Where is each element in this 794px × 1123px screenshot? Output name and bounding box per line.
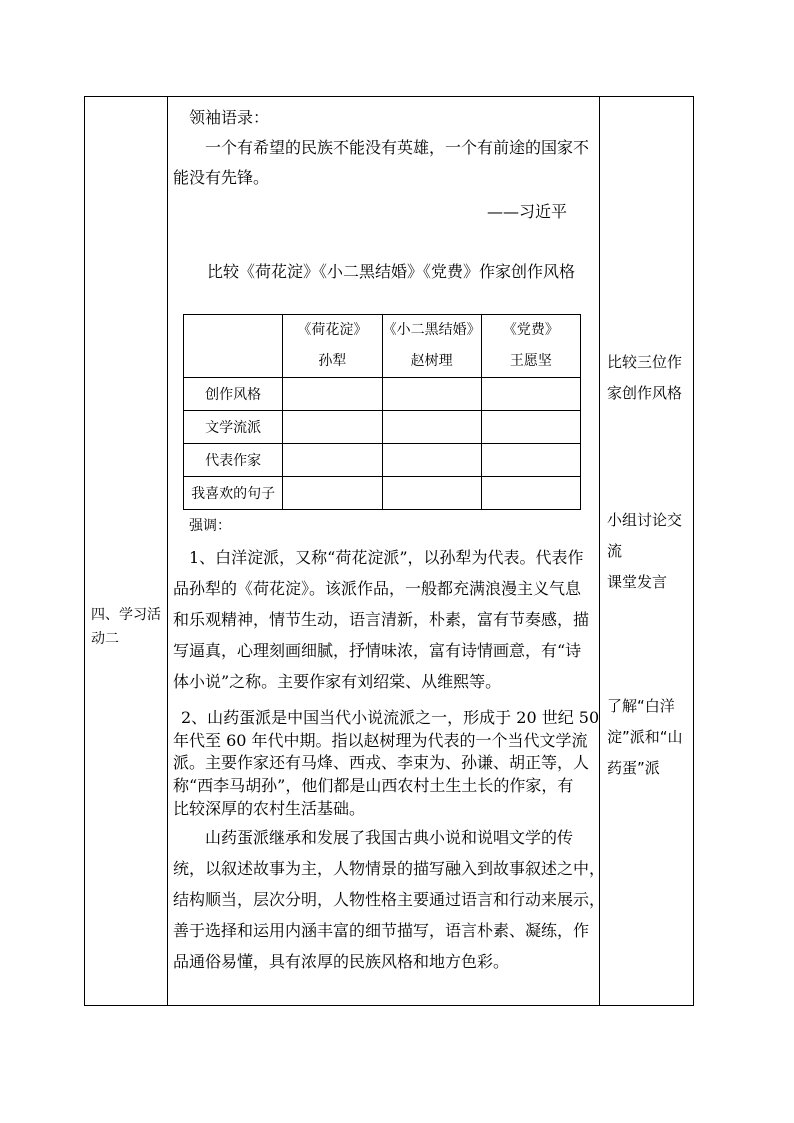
work-title: 《荷花淀》 xyxy=(297,322,368,338)
work-title: 《小二黑结婚》 xyxy=(382,322,481,338)
table-cell xyxy=(481,378,580,411)
table-header-cell xyxy=(283,315,382,378)
para1-line: 写逼真，心理刻画细腻，抒情味浓，富有诗情画意，有“诗 xyxy=(173,641,582,660)
table-cell xyxy=(283,444,382,477)
table-cell xyxy=(481,444,580,477)
para3-line: 结构顺当，层次分明，人物性格主要通过语言和行动来展示， xyxy=(173,890,606,909)
table-row xyxy=(184,477,581,510)
table-cell xyxy=(283,378,382,411)
note-line: 课堂发言 xyxy=(607,573,668,591)
note-line: 家创作风格 xyxy=(607,384,683,402)
table-cell xyxy=(481,411,580,444)
table-header-cell xyxy=(382,315,481,378)
para2-line: 派。主要作家还有马烽、西戎、李束为、孙谦、胡正等，人 xyxy=(173,753,590,772)
table-header-cell xyxy=(481,315,580,378)
work-title: 《党费》 xyxy=(502,322,559,338)
work-author: 孙犁 xyxy=(318,353,347,369)
para2-line: 年代至 60 年代中期。指以赵树理为代表的一个当代文学流 xyxy=(173,731,588,750)
work-author: 王愿坚 xyxy=(509,353,552,369)
table-row xyxy=(184,378,581,411)
note-understand-schools xyxy=(607,691,693,784)
activity-label: 四、学习活动二 xyxy=(91,607,161,647)
row-label: 我喜欢的句子 xyxy=(184,477,283,510)
para3-line: 山药蛋派继承和发展了我国古典小说和说唱文学的传 xyxy=(205,828,574,847)
work-author: 赵树理 xyxy=(410,353,453,369)
table-corner-cell xyxy=(184,315,283,378)
table-cell xyxy=(481,477,580,510)
row-label: 文学流派 xyxy=(184,411,283,444)
note-line: 小组讨论交 xyxy=(607,511,683,529)
note-compare-styles xyxy=(607,347,693,409)
table-row xyxy=(184,411,581,444)
note-line: 比较三位作 xyxy=(607,353,683,371)
row-label: 创作风格 xyxy=(184,378,283,411)
para2-line: 比较深厚的农村生活基础。 xyxy=(173,799,366,818)
para1-line: 1、白洋淀派，又称“荷花淀派”，以孙犁为代表。代表作 xyxy=(189,548,584,567)
note-line: 流 xyxy=(607,542,623,560)
para2-line: 2、山药蛋派是中国当代小说流派之一，形成于 20 世纪 50 xyxy=(181,708,600,727)
para1-line: 体小说”之称。主要作家有刘绍棠、从维熙等。 xyxy=(173,672,502,691)
table-cell xyxy=(382,411,481,444)
emphasis-label: 强调： xyxy=(189,518,231,534)
table-cell xyxy=(382,378,481,411)
para3-line: 品通俗易懂，具有浓厚的民族风格和地方色彩。 xyxy=(173,952,510,971)
para3-line: 统，以叙述故事为主，人物情景的描写融入到故事叙述之中， xyxy=(173,859,606,878)
column-divider-left xyxy=(167,97,168,1005)
table-cell xyxy=(283,477,382,510)
quote-line-1: 一个有希望的民族不能没有英雄，一个有前途的国家不 xyxy=(205,138,590,157)
note-group-discussion xyxy=(607,505,693,598)
table-cell xyxy=(382,444,481,477)
para1-line: 品孙犁的《荷花淀》。该派作品，一般都充满浪漫主义气息 xyxy=(173,579,582,598)
table-header-row xyxy=(184,315,581,378)
para2-line: 称“西李马胡孙”，他们都是山西农村土生土长的作家，有 xyxy=(173,776,574,795)
quote-line-2: 能没有先锋。 xyxy=(173,168,270,187)
lesson-table xyxy=(84,96,694,1006)
table-row xyxy=(184,444,581,477)
quote-author: ——习近平 xyxy=(487,202,568,221)
compare-title: 比较《荷花淀》《小二黑结婚》《党费》作家创作风格 xyxy=(207,262,576,281)
para1-line: 和乐观精神，情节生动，语言清新，朴素，富有节奏感，描 xyxy=(173,610,590,629)
note-line: 了解“白洋 xyxy=(607,697,675,715)
comparison-table xyxy=(183,314,581,510)
note-line: 淀”派和“山 xyxy=(607,728,683,746)
table-cell xyxy=(283,411,382,444)
quote-heading: 领袖语录： xyxy=(189,108,270,127)
para3-line: 善于选择和运用内涵丰富的细节描写，语言朴素、凝练，作 xyxy=(173,921,590,940)
table-cell xyxy=(382,477,481,510)
note-line: 药蛋”派 xyxy=(607,759,660,777)
row-label: 代表作家 xyxy=(184,444,283,477)
